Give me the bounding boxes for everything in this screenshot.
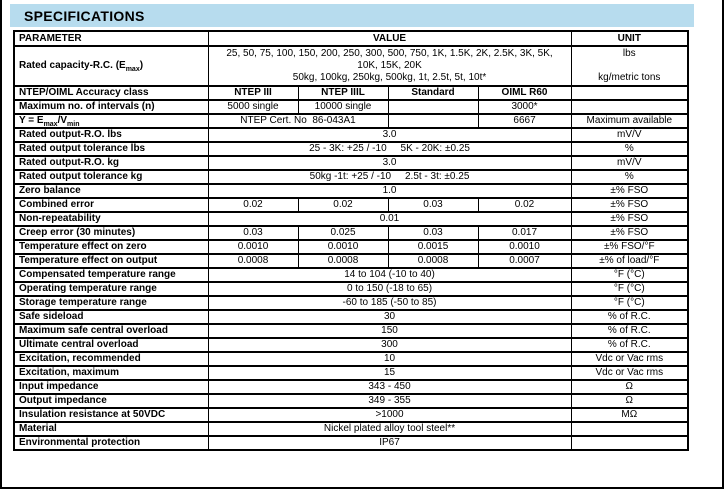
value-cell: 300	[208, 338, 571, 352]
table-row	[14, 422, 688, 436]
value-cell: -60 to 185 (-50 to 85)	[208, 296, 571, 310]
column-header-parameter: PARAMETER	[14, 31, 208, 46]
value-cell: 1.0	[208, 184, 571, 198]
unit-cell: ±% of load/°F	[571, 254, 688, 268]
table-row	[14, 198, 688, 212]
table-row	[14, 408, 688, 422]
unit-cell	[571, 436, 688, 450]
table-row	[14, 86, 688, 100]
table-row	[14, 142, 688, 156]
param-cell: Material	[14, 422, 208, 436]
table-body	[14, 46, 688, 450]
table-row	[14, 366, 688, 380]
value-cell: Nickel plated alloy tool steel**	[208, 422, 571, 436]
param-cell: Output impedance	[14, 394, 208, 408]
unit-cell: mV/V	[571, 128, 688, 142]
unit-cell: Ω	[571, 380, 688, 394]
value-cell: 5000 single	[208, 100, 298, 114]
table-row	[14, 338, 688, 352]
param-cell: Insulation resistance at 50VDC	[14, 408, 208, 422]
table-row	[14, 296, 688, 310]
value-cell: 0.03	[208, 226, 298, 240]
table-row	[14, 128, 688, 142]
value-cell: 0.0007	[478, 254, 571, 268]
unit-cell: °F (°C)	[571, 282, 688, 296]
table-row	[14, 170, 688, 184]
unit-cell	[571, 100, 688, 114]
table-row	[14, 156, 688, 170]
header-row	[14, 31, 688, 46]
unit-cell: Maximum available	[571, 114, 688, 128]
unit-cell: mV/V	[571, 156, 688, 170]
value-cell: 0.01	[208, 212, 571, 226]
value-cell: 3.0	[208, 156, 571, 170]
value-cell: 25 - 3K: +25 / -10 5K - 20K: ±0.25	[208, 142, 571, 156]
param-cell: Zero balance	[14, 184, 208, 198]
param-cell: Maximum no. of intervals (n)	[14, 100, 208, 114]
unit-cell: ±% FSO/°F	[571, 240, 688, 254]
value-cell: 349 - 355	[208, 394, 571, 408]
table-row	[14, 184, 688, 198]
param-cell: Rated output-R.O. lbs	[14, 128, 208, 142]
value-cell: OIML R60	[478, 86, 571, 100]
table-row	[14, 436, 688, 450]
value-cell: 3.0	[208, 128, 571, 142]
param-cell: Ultimate central overload	[14, 338, 208, 352]
param-cell: NTEP/OIML Accuracy class	[14, 86, 208, 100]
param-cell: $Y = E_{max}/V_{min}$	[14, 114, 208, 128]
param-cell: Rated output tolerance kg	[14, 170, 208, 184]
value-cell: 50kg -1t: +25 / -10 2.5t - 3t: ±0.25	[208, 170, 571, 184]
value-cell: 0.03	[388, 198, 478, 212]
param-cell: Storage temperature range	[14, 296, 208, 310]
table-row	[14, 226, 688, 240]
section-header-bar	[10, 4, 694, 27]
table-row	[14, 46, 688, 86]
unit-cell: lbs kg/metric tons	[571, 46, 688, 86]
value-cell: NTEP Cert. No 86-043A1	[208, 114, 388, 128]
column-header-unit: UNIT	[571, 31, 688, 46]
value-cell	[388, 114, 478, 128]
unit-cell: ±% FSO	[571, 184, 688, 198]
value-cell: 0.0010	[208, 240, 298, 254]
value-cell: >1000	[208, 408, 571, 422]
param-cell: Compensated temperature range	[14, 268, 208, 282]
value-cell: 14 to 104 (-10 to 40)	[208, 268, 571, 282]
table-row	[14, 114, 688, 128]
param-cell: Combined error	[14, 198, 208, 212]
unit-cell: Vdc or Vac rms	[571, 352, 688, 366]
unit-cell	[571, 86, 688, 100]
value-cell: 3000*	[478, 100, 571, 114]
value-cell: NTEP IIIL	[298, 86, 388, 100]
value-cell: 25, 50, 75, 100, 150, 200, 250, 300, 500, 750, 1K, 1.5K, 2K, 2.5K, 3K, 5K, 10K, 15K, 20K 50kg, 100kg, 250kg, 500kg, 1t, 2.5t, 5t, 10t*	[208, 46, 571, 86]
value-cell: 0.025	[298, 226, 388, 240]
value-cell: 0.0008	[388, 254, 478, 268]
param-cell: Excitation, maximum	[14, 366, 208, 380]
param-cell: Rated capacity-R.C. $(E_{max})$	[14, 46, 208, 86]
value-cell: 0 to 150 (-18 to 65)	[208, 282, 571, 296]
unit-cell: %	[571, 142, 688, 156]
table-head	[14, 31, 688, 46]
unit-cell: MΩ	[571, 408, 688, 422]
unit-cell: %	[571, 170, 688, 184]
column-header-value: VALUE	[208, 31, 571, 46]
value-cell: 10000 single	[298, 100, 388, 114]
value-cell: 0.0010	[478, 240, 571, 254]
unit-cell: Ω	[571, 394, 688, 408]
value-cell: 0.03	[388, 226, 478, 240]
value-cell: 0.02	[298, 198, 388, 212]
param-cell: Environmental protection	[14, 436, 208, 450]
value-cell: 0.0008	[298, 254, 388, 268]
param-cell: Excitation, recommended	[14, 352, 208, 366]
table-row	[14, 240, 688, 254]
table-row	[14, 254, 688, 268]
param-cell: Creep error (30 minutes)	[14, 226, 208, 240]
value-cell: 0.0010	[298, 240, 388, 254]
value-cell: 10	[208, 352, 571, 366]
value-cell: Standard	[388, 86, 478, 100]
table-row	[14, 268, 688, 282]
param-cell: Rated output-R.O. kg	[14, 156, 208, 170]
param-cell: Maximum safe central overload	[14, 324, 208, 338]
table-row	[14, 282, 688, 296]
value-cell: 0.02	[208, 198, 298, 212]
unit-cell: °F (°C)	[571, 268, 688, 282]
param-cell: Non-repeatability	[14, 212, 208, 226]
param-cell: Temperature effect on zero	[14, 240, 208, 254]
unit-cell: % of R.C.	[571, 324, 688, 338]
unit-cell	[571, 422, 688, 436]
table-row	[14, 324, 688, 338]
value-cell: IP67	[208, 436, 571, 450]
table-row	[14, 352, 688, 366]
unit-cell: ±% FSO	[571, 198, 688, 212]
table-row	[14, 212, 688, 226]
unit-cell: % of R.C.	[571, 338, 688, 352]
param-cell: Temperature effect on output	[14, 254, 208, 268]
param-cell: Safe sideload	[14, 310, 208, 324]
table-row	[14, 100, 688, 114]
value-cell: 0.017	[478, 226, 571, 240]
value-cell: 0.02	[478, 198, 571, 212]
table-row	[14, 380, 688, 394]
value-cell: 15	[208, 366, 571, 380]
section-title: SPECIFICATIONS	[24, 7, 145, 24]
value-cell: 150	[208, 324, 571, 338]
param-cell: Input impedance	[14, 380, 208, 394]
value-cell: 6667	[478, 114, 571, 128]
value-cell: 0.0015	[388, 240, 478, 254]
value-cell: 343 - 450	[208, 380, 571, 394]
value-cell: NTEP III	[208, 86, 298, 100]
value-cell: 30	[208, 310, 571, 324]
table-row	[14, 310, 688, 324]
unit-cell: ±% FSO	[571, 226, 688, 240]
value-cell	[388, 100, 478, 114]
unit-cell: % of R.C.	[571, 310, 688, 324]
specifications-table	[13, 30, 689, 451]
unit-cell: Vdc or Vac rms	[571, 366, 688, 380]
unit-cell: ±% FSO	[571, 212, 688, 226]
unit-cell: °F (°C)	[571, 296, 688, 310]
value-cell: 0.0008	[208, 254, 298, 268]
param-cell: Operating temperature range	[14, 282, 208, 296]
param-cell: Rated output tolerance lbs	[14, 142, 208, 156]
table-row	[14, 394, 688, 408]
